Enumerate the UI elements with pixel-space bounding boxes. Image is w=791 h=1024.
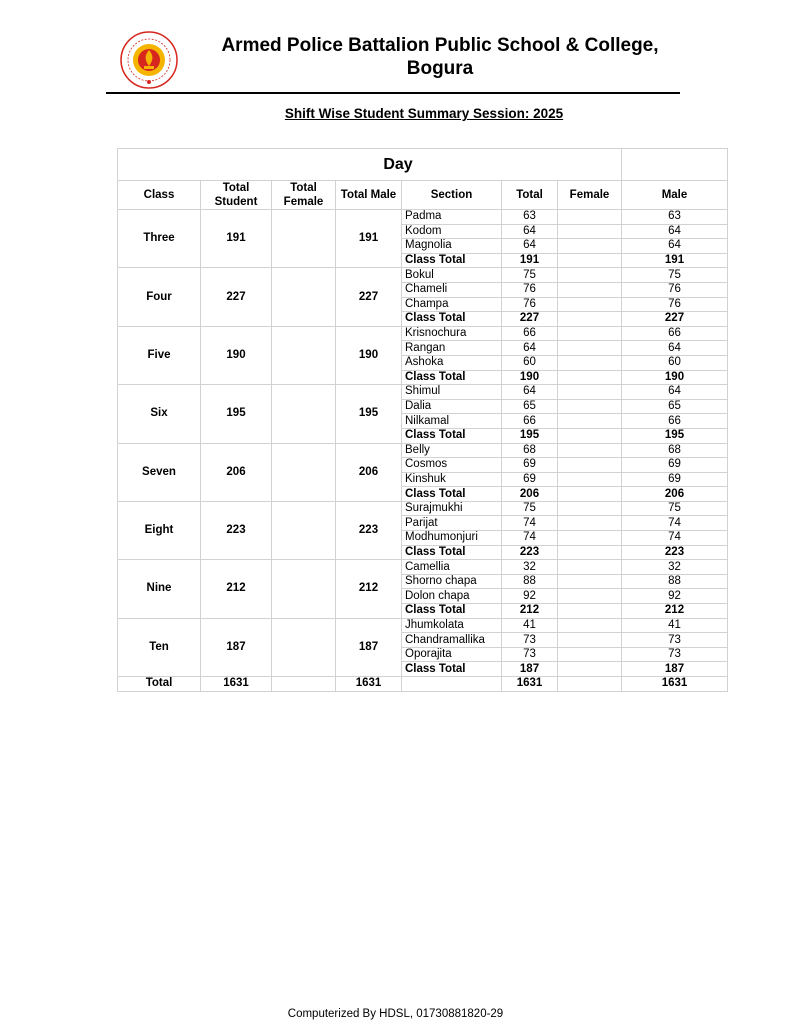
section-total: 64 xyxy=(502,239,558,254)
section-female xyxy=(558,341,622,356)
section-male: 64 xyxy=(622,385,728,400)
class-total-female xyxy=(272,443,336,501)
class-total-male: 190 xyxy=(336,326,402,384)
section-name: Ashoka xyxy=(402,355,502,370)
footer-credit: Computerized By HDSL, 01730881820-29 xyxy=(287,1008,504,1020)
grand-total-row xyxy=(118,677,728,692)
section-name: Kinshuk xyxy=(402,472,502,487)
table-row xyxy=(118,560,728,575)
section-total: 75 xyxy=(502,501,558,516)
class-total-female xyxy=(272,501,336,559)
section-female xyxy=(558,268,622,283)
class-total-female xyxy=(272,326,336,384)
section-name: Oporajita xyxy=(402,647,502,662)
class-total-female xyxy=(272,268,336,326)
col-header-total-female: Total Female xyxy=(272,181,336,210)
class-total-label: Class Total xyxy=(402,604,502,619)
class-total-male: 195 xyxy=(336,385,402,443)
section-name: Krisnochura xyxy=(402,326,502,341)
col-header-section: Section xyxy=(402,181,502,210)
section-total: 64 xyxy=(502,385,558,400)
section-total: 92 xyxy=(502,589,558,604)
section-male: 64 xyxy=(622,341,728,356)
section-name: Jhumkolata xyxy=(402,618,502,633)
table-row xyxy=(118,501,728,516)
grand-total-label: Total xyxy=(118,677,201,692)
section-name: Dalia xyxy=(402,399,502,414)
class-total-sum: 191 xyxy=(502,253,558,268)
col-header-female: Female xyxy=(558,181,622,210)
section-name: Chandramallika xyxy=(402,633,502,648)
section-name: Padma xyxy=(402,210,502,225)
class-total-female xyxy=(272,385,336,443)
section-male: 74 xyxy=(622,516,728,531)
section-male: 69 xyxy=(622,472,728,487)
section-male: 75 xyxy=(622,268,728,283)
class-total-male: 223 xyxy=(336,501,402,559)
col-header-male: Male xyxy=(622,181,728,210)
class-total-label: Class Total xyxy=(402,428,502,443)
school-name-line2: Bogura xyxy=(406,58,474,79)
table-row xyxy=(118,443,728,458)
class-total-sum: 227 xyxy=(502,312,558,327)
class-total-female xyxy=(272,618,336,676)
table-row xyxy=(118,385,728,400)
section-male: 64 xyxy=(622,239,728,254)
class-total-label: Class Total xyxy=(402,253,502,268)
section-name: Nilkamal xyxy=(402,414,502,429)
class-total-student: 223 xyxy=(201,501,272,559)
section-female xyxy=(558,355,622,370)
grand-total-student: 1631 xyxy=(201,677,272,692)
school-name xyxy=(190,34,690,80)
section-male: 76 xyxy=(622,282,728,297)
section-total: 74 xyxy=(502,516,558,531)
section-male: 66 xyxy=(622,326,728,341)
section-female xyxy=(558,282,622,297)
section-female xyxy=(558,239,622,254)
class-name: Three xyxy=(118,210,201,268)
section-male: 88 xyxy=(622,574,728,589)
section-total: 63 xyxy=(502,210,558,225)
class-total-label: Class Total xyxy=(402,545,502,560)
section-name: Shimul xyxy=(402,385,502,400)
col-header-total: Total xyxy=(502,181,558,210)
class-total-student: 195 xyxy=(201,385,272,443)
section-female xyxy=(558,414,622,429)
class-total-label: Class Total xyxy=(402,312,502,327)
class-total-student: 206 xyxy=(201,443,272,501)
section-female xyxy=(558,443,622,458)
section-female xyxy=(558,531,622,546)
class-total-female-sum xyxy=(558,370,622,385)
section-male: 76 xyxy=(622,297,728,312)
section-total: 60 xyxy=(502,355,558,370)
section-name: Bokul xyxy=(402,268,502,283)
table-header-row xyxy=(118,181,728,210)
section-male: 68 xyxy=(622,443,728,458)
section-male: 69 xyxy=(622,458,728,473)
class-total-sum: 206 xyxy=(502,487,558,502)
section-male: 75 xyxy=(622,501,728,516)
col-header-total-male: Total Male xyxy=(336,181,402,210)
table-row xyxy=(118,210,728,225)
shift-label: Day xyxy=(118,149,622,181)
report-subtitle: Shift Wise Student Summary Session: 2025 xyxy=(284,106,564,121)
class-total-sum: 190 xyxy=(502,370,558,385)
section-total: 41 xyxy=(502,618,558,633)
class-total-male-sum: 191 xyxy=(622,253,728,268)
section-total: 76 xyxy=(502,297,558,312)
class-total-student: 187 xyxy=(201,618,272,676)
section-total: 75 xyxy=(502,268,558,283)
class-total-male: 206 xyxy=(336,443,402,501)
class-total-male-sum: 223 xyxy=(622,545,728,560)
section-total: 64 xyxy=(502,341,558,356)
section-female xyxy=(558,224,622,239)
class-total-female-sum xyxy=(558,428,622,443)
grand-total-sum: 1631 xyxy=(502,677,558,692)
class-total-label: Class Total xyxy=(402,370,502,385)
class-name: Four xyxy=(118,268,201,326)
class-total-male: 227 xyxy=(336,268,402,326)
grand-total-male: 1631 xyxy=(336,677,402,692)
section-female xyxy=(558,210,622,225)
section-female xyxy=(558,618,622,633)
section-total: 73 xyxy=(502,647,558,662)
section-male: 74 xyxy=(622,531,728,546)
col-header-class: Class xyxy=(118,181,201,210)
class-total-female xyxy=(272,560,336,618)
section-female xyxy=(558,458,622,473)
section-name: Rangan xyxy=(402,341,502,356)
class-total-male-sum: 190 xyxy=(622,370,728,385)
section-name: Camellia xyxy=(402,560,502,575)
section-total: 64 xyxy=(502,224,558,239)
section-male: 73 xyxy=(622,647,728,662)
section-female xyxy=(558,516,622,531)
section-name: Cosmos xyxy=(402,458,502,473)
class-total-male: 212 xyxy=(336,560,402,618)
header-divider xyxy=(106,92,680,94)
section-name: Shorno chapa xyxy=(402,574,502,589)
class-total-female-sum xyxy=(558,662,622,677)
section-male: 65 xyxy=(622,399,728,414)
section-male: 63 xyxy=(622,210,728,225)
section-total: 65 xyxy=(502,399,558,414)
class-name: Nine xyxy=(118,560,201,618)
section-total: 88 xyxy=(502,574,558,589)
class-total-female-sum xyxy=(558,545,622,560)
section-total: 73 xyxy=(502,633,558,648)
section-female xyxy=(558,574,622,589)
section-name: Parijat xyxy=(402,516,502,531)
section-total: 74 xyxy=(502,531,558,546)
section-male: 60 xyxy=(622,355,728,370)
section-female xyxy=(558,560,622,575)
grand-total-female-sum xyxy=(558,677,622,692)
shift-row xyxy=(118,149,728,181)
class-total-male-sum: 227 xyxy=(622,312,728,327)
school-name-line1: Armed Police Battalion Public School & College, xyxy=(221,35,659,56)
class-total-student: 212 xyxy=(201,560,272,618)
class-total-male: 191 xyxy=(336,210,402,268)
table-row xyxy=(118,326,728,341)
shift-row-blank xyxy=(622,149,728,181)
section-male: 64 xyxy=(622,224,728,239)
grand-total-male-sum: 1631 xyxy=(622,677,728,692)
class-total-female-sum xyxy=(558,253,622,268)
section-name: Belly xyxy=(402,443,502,458)
school-crest-icon xyxy=(110,30,188,90)
grand-total-female xyxy=(272,677,336,692)
class-total-sum: 195 xyxy=(502,428,558,443)
section-male: 73 xyxy=(622,633,728,648)
section-total: 69 xyxy=(502,458,558,473)
class-total-male-sum: 212 xyxy=(622,604,728,619)
section-name: Dolon chapa xyxy=(402,589,502,604)
class-name: Five xyxy=(118,326,201,384)
section-female xyxy=(558,501,622,516)
col-header-total-student: Total Student xyxy=(201,181,272,210)
section-male: 92 xyxy=(622,589,728,604)
class-total-female xyxy=(272,210,336,268)
section-total: 68 xyxy=(502,443,558,458)
table-row xyxy=(118,268,728,283)
section-name: Kodom xyxy=(402,224,502,239)
grand-total-section-blank xyxy=(402,677,502,692)
student-summary-table xyxy=(117,148,728,692)
class-total-sum: 223 xyxy=(502,545,558,560)
class-total-label: Class Total xyxy=(402,662,502,677)
section-total: 69 xyxy=(502,472,558,487)
class-total-male-sum: 195 xyxy=(622,428,728,443)
section-female xyxy=(558,633,622,648)
class-total-label: Class Total xyxy=(402,487,502,502)
section-female xyxy=(558,472,622,487)
table-row xyxy=(118,618,728,633)
section-name: Magnolia xyxy=(402,239,502,254)
section-female xyxy=(558,297,622,312)
class-total-female-sum xyxy=(558,604,622,619)
section-male: 32 xyxy=(622,560,728,575)
class-total-student: 191 xyxy=(201,210,272,268)
class-name: Seven xyxy=(118,443,201,501)
section-female xyxy=(558,589,622,604)
class-total-female-sum xyxy=(558,487,622,502)
section-total: 66 xyxy=(502,326,558,341)
class-name: Eight xyxy=(118,501,201,559)
section-total: 66 xyxy=(502,414,558,429)
class-total-male: 187 xyxy=(336,618,402,676)
class-total-sum: 212 xyxy=(502,604,558,619)
class-total-male-sum: 206 xyxy=(622,487,728,502)
section-name: Modhumonjuri xyxy=(402,531,502,546)
class-total-female-sum xyxy=(558,312,622,327)
section-male: 66 xyxy=(622,414,728,429)
section-female xyxy=(558,647,622,662)
class-name: Ten xyxy=(118,618,201,676)
section-name: Chameli xyxy=(402,282,502,297)
class-total-male-sum: 187 xyxy=(622,662,728,677)
section-name: Surajmukhi xyxy=(402,501,502,516)
class-total-student: 227 xyxy=(201,268,272,326)
class-total-sum: 187 xyxy=(502,662,558,677)
section-total: 76 xyxy=(502,282,558,297)
section-name: Champa xyxy=(402,297,502,312)
section-male: 41 xyxy=(622,618,728,633)
section-female xyxy=(558,326,622,341)
class-name: Six xyxy=(118,385,201,443)
class-total-student: 190 xyxy=(201,326,272,384)
section-total: 32 xyxy=(502,560,558,575)
section-female xyxy=(558,385,622,400)
section-female xyxy=(558,399,622,414)
